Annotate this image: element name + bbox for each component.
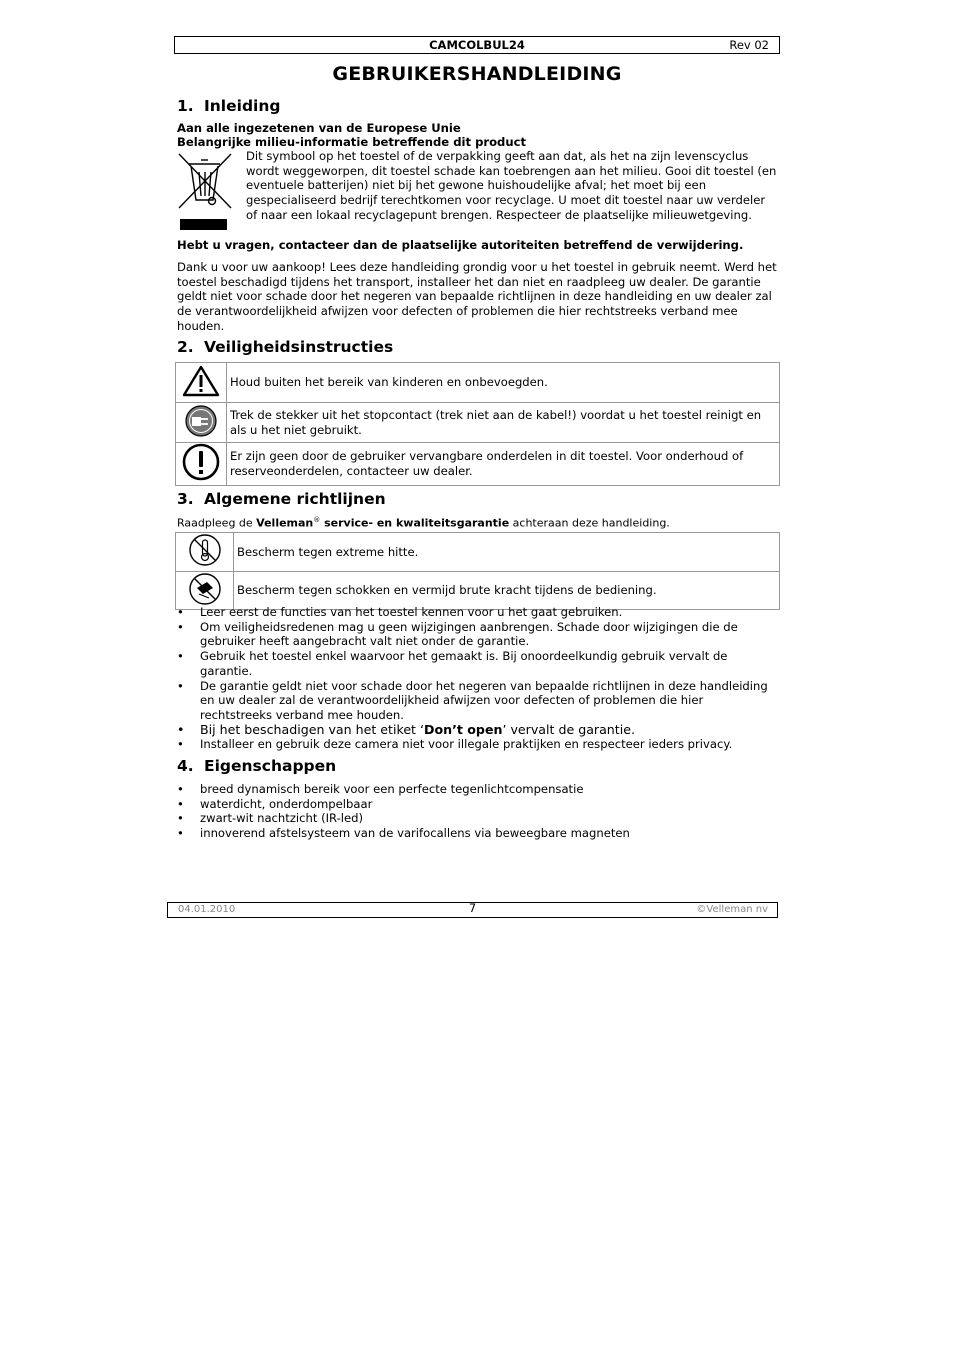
- list-item: • Leer eerst de functies van het toestel kennen voor u het gaat gebruiken.: [177, 605, 777, 620]
- section-heading-eigenschappen: 4. Eigenschappen: [177, 757, 337, 775]
- list-item: • Installeer en gebruik deze camera niet voor illegale praktijken en respecteer ieders privacy.: [177, 737, 777, 752]
- no-heat-icon: [176, 533, 234, 572]
- list-item: • Gebruik het toestel enkel waarvoor het gemaakt is. Bij onoordeelkundig gebruik vervalt de garantie.: [177, 649, 777, 678]
- section-heading-veiligheid: 2. Veiligheidsinstructies: [177, 338, 394, 356]
- list-item: • Om veiligheidsredenen mag u geen wijzigingen aanbrengen. Schade door wijzigingen die de gebruiker heeft aangebracht valt niet onder de garantie.: [177, 620, 777, 649]
- guideline-row: [176, 571, 780, 610]
- safety-row: [176, 443, 780, 486]
- guidelines-list: [177, 605, 777, 752]
- page-footer: [167, 902, 778, 918]
- safety-text: Er zijn geen door de gebruiker vervangbare onderdelen in dit toestel. Voor onderhoud of reserveonderdelen, contacteer uw dealer.: [227, 443, 780, 486]
- exclamation-circle-icon: [176, 443, 227, 486]
- model-number: CAMCOLBUL24: [429, 38, 525, 52]
- list-item: • Bij het beschadigen van het etiket ‘Don’t open’ vervalt de garantie.: [177, 723, 777, 738]
- guideline-row: [176, 533, 780, 572]
- guideline-text: Bescherm tegen extreme hitte.: [234, 533, 780, 572]
- thanks-paragraph: Dank u voor uw aankoop! Lees deze handleiding grondig voor u het toestel in gebruik neemt. Werd het toestel beschadigd tijdens het transport, installeer het dan niet en raadpleeg uw dealer. De garantie geldt niet voor schade door het negeren van bepaalde richtlijnen in deze handleiding en uw dealer zal de verantwoordelijkheid afwijzen voor defecten of problemen die hier rechtstreeks verband mee houden.: [177, 260, 777, 333]
- section-heading-inleiding: 1. Inleiding: [177, 97, 281, 115]
- safety-text: Trek de stekker uit het stopcontact (trek niet aan de kabel!) voordat u het toestel reinigt en als u het niet gebruikt.: [227, 403, 780, 443]
- safety-text: Houd buiten het bereik van kinderen en onbevoegden.: [227, 363, 780, 403]
- no-shock-icon: [176, 571, 234, 610]
- unplug-icon: [176, 403, 227, 443]
- environment-info-line: Belangrijke milieu-informatie betreffende dit product: [177, 135, 527, 149]
- warranty-reference: Raadpleeg de Velleman® service- en kwaliteitsgarantie achteraan deze handleiding.: [177, 516, 670, 530]
- safety-row: [176, 403, 780, 443]
- guidelines-table: [175, 532, 780, 610]
- revision: Rev 02: [729, 38, 769, 52]
- eu-residents-line: Aan alle ingezetenen van de Europese Unie: [177, 121, 461, 135]
- footer-date: 04.01.2010: [178, 904, 236, 915]
- footer-copyright: ©Velleman nv: [696, 904, 768, 915]
- safety-row: [176, 363, 780, 403]
- warning-triangle-icon: [176, 363, 227, 403]
- list-item: • zwart-wit nachtzicht (IR-led): [177, 811, 777, 826]
- features-list: [177, 782, 777, 841]
- safety-table: [175, 362, 780, 486]
- list-item: • waterdicht, onderdompelbaar: [177, 797, 777, 812]
- section-heading-richtlijnen: 3. Algemene richtlijnen: [177, 490, 386, 508]
- list-item: • innoverend afstelsysteem van de varifocallens via beweegbare magneten: [177, 826, 777, 841]
- weee-description: Dit symbool op het toestel of de verpakking geeft aan dat, als het na zijn levenscyclus wordt weggeworpen, dit toestel schade kan toebrengen aan het milieu. Gooi dit toestel (en eventuele batterijen) niet bij het gewone huishoudelijke afval; het moet bij een gespecialiseerd bedrijf terechtkomen voor recyclage. U moet dit toestel naar uw verdeler of naar een lokaal recyclagepunt brengen. Respecteer de plaatselijke milieuwetgeving.: [246, 149, 777, 222]
- list-item: • breed dynamisch bereik voor een perfecte tegenlichtcompensatie: [177, 782, 777, 797]
- document-title: GEBRUIKERSHANDLEIDING: [332, 63, 622, 85]
- page-header: [174, 36, 780, 54]
- contact-authorities-line: Hebt u vragen, contacteer dan de plaatselijke autoriteiten betreffend de verwijdering.: [177, 238, 744, 252]
- guideline-text: Bescherm tegen schokken en vermijd brute kracht tijdens de bediening.: [234, 571, 780, 610]
- list-item: • De garantie geldt niet voor schade door het negeren van bepaalde richtlijnen in deze handleiding en uw dealer zal de verantwoordelijkheid afwijzen voor defecten of problemen die hier rechtstreeks verband mee houden.: [177, 679, 777, 723]
- weee-bin-icon: [177, 152, 233, 234]
- page-number: 7: [468, 901, 477, 915]
